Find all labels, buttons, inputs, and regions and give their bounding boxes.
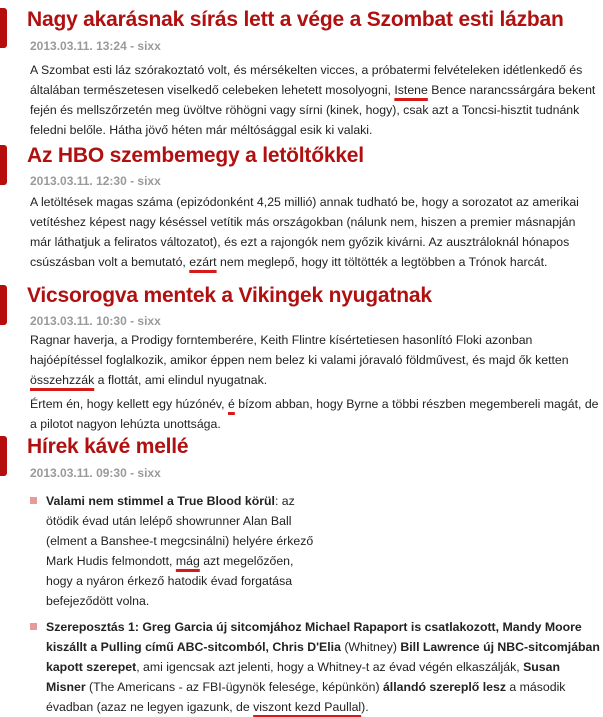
bullet-icon <box>30 623 37 630</box>
post-marker <box>0 436 7 476</box>
post-title[interactable]: Az HBO szembemegy a letöltőkkel <box>27 144 364 167</box>
post-body: Ragnar haverja, a Prodigy forntemberére, Keith Flintre kísértetiesen hasonlító Floki azonban hajóépítéssel foglalkozik, amikor éppen nem belez ki valami jóravaló földművest, és majd ők ketten összehzzák a flottát, ami elindul nyugatnak. Értem én, hogy kellett egy húzónév, é bízom abban, hogy Byrne a többi részben megembereli magát, de a pilotot nagyon lehúzta unottsága. <box>30 333 599 431</box>
post-body: A Szombat esti láz szórakoztató volt, és mérsékelten vicces, a próbatermi felvételeken idétlenkedő és általában természetesen viselkedő celebeken lehetett mosolyogni, Istene Bence narancssárgára bekent fején és mellszőrzetén meg üvöltve röhögni vagy sírni (kinek, hogy), csak azt a Toncsi-hisztit tudnánk feledni belőle. Hátha jövő héten már méltósággal esik ki valaki. <box>30 63 596 137</box>
post-meta: 2013.03.11. 10:30 - sixx <box>30 314 161 328</box>
misspelling: viszont kezd Paullal <box>253 700 362 714</box>
list-item: Szereposztás 1: Greg Garcia új sitcomjához Michael Rapaport is csatlakozott, Mandy Moore kiszállt a Pulling című ABC-sitcomból, Chris D'Elia (Whitney) Bill Lawrence új NBC-sitcomjában kapott szerepet, ami igencsak azt jelenti, hogy a Whitney-t az évad végén elkaszálják, Susan Misner (The Americans - az FBI-ügynök felesége, képünkön) állandó szereplő lesz a második évadban (azaz ne legyen igazunk, de viszont kezd Paullal). <box>30 617 600 717</box>
post-marker <box>0 8 7 48</box>
post-marker <box>0 285 7 325</box>
post-title[interactable]: Nagy akarásnak sírás lett a vége a Szombat esti lázban <box>27 8 564 31</box>
misspelling: ezárt <box>189 255 217 269</box>
misspelling: Istene <box>394 83 428 97</box>
bullet-icon <box>30 497 37 504</box>
post-meta: 2013.03.11. 13:24 - sixx <box>30 39 161 53</box>
post-meta: 2013.03.11. 12:30 - sixx <box>30 174 161 188</box>
post-marker <box>0 145 7 185</box>
post-title[interactable]: Hírek kávé mellé <box>27 435 189 458</box>
misspelling: összehzzák <box>30 373 95 387</box>
news-list <box>30 491 600 717</box>
post-meta: 2013.03.11. 09:30 - sixx <box>30 466 161 480</box>
misspelling: é <box>228 397 235 411</box>
misspelling: mág <box>175 554 200 568</box>
post-body: A letöltések magas száma (epizódonként 4,25 millió) annak tudható be, hogy a sorozatot az amerikai vetítéshez képest nagy késéssel vetítik más országokban (nálunk nem, hiszen a premier másnapján már láthatjuk a feliratos változatot), és ezt a rajongók nem győzik kivárni. Az ausztráloknál hónapos csúszásban volt a bemutató, ezárt nem meglepő, hogy itt töltötték a legtöbben a Trónok harcát. <box>30 195 579 269</box>
post-title[interactable]: Vicsorogva mentek a Vikingek nyugatnak <box>27 284 432 307</box>
list-item: Valami nem stimmel a True Blood körül: az ötödik évad után lelépő showrunner Alan Ball (elment a Banshee-t megcsinálni) helyére érkező Mark Hudis felmondott, mág azt megelőzően, hogy a nyáron érkező hatodik évad forgatása befejeződött volna. <box>30 491 316 611</box>
